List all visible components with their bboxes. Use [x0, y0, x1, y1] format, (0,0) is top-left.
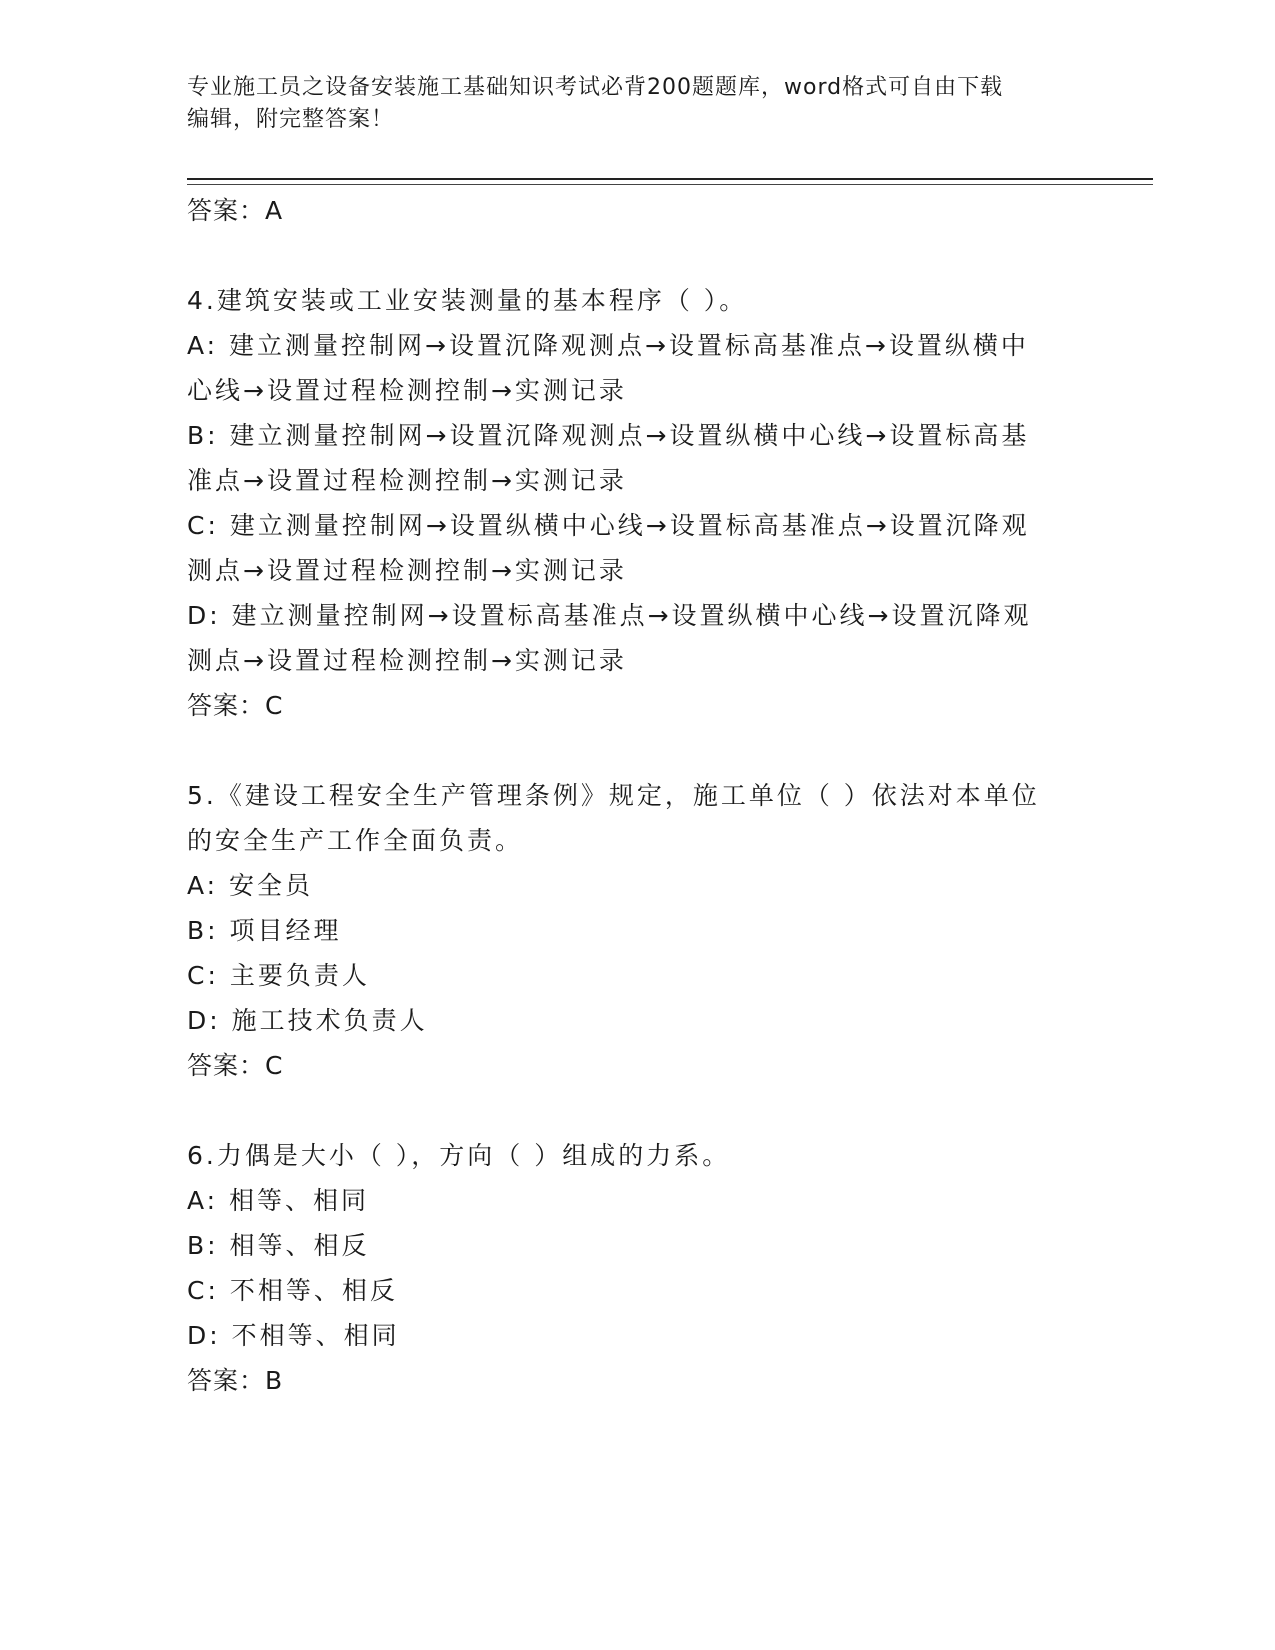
question-6-option-a: A: 相等、相同 [187, 1186, 370, 1215]
question-6-option-b: B: 相等、相反 [187, 1231, 370, 1260]
header-title-line1: 专业施工员之设备安装施工基础知识考试必背200题题库，word格式可自由下载 [187, 75, 1004, 100]
question-4-option-b-line1: B: 建立测量控制网→设置沉降观测点→设置纵横中心线→设置标高基 [187, 421, 1030, 450]
question-6-option-c: C: 不相等、相反 [187, 1276, 398, 1305]
question-4-option-d-line1: D: 建立测量控制网→设置标高基准点→设置纵横中心线→设置沉降观 [187, 601, 1032, 630]
question-4-option-a-line2: 心线→设置过程检测控制→实测记录 [187, 376, 627, 405]
question-5-option-d: D: 施工技术负责人 [187, 1006, 428, 1035]
question-6 [187, 1133, 1087, 1403]
spacer [187, 1088, 1087, 1133]
header-title-line2: 编辑，附完整答案！ [187, 107, 395, 132]
question-4-option-c-line1: C: 建立测量控制网→设置纵横中心线→设置标高基准点→设置沉降观 [187, 511, 1030, 540]
question-5-stem-line2: 的安全生产工作全面负责。 [187, 826, 524, 855]
question-5-option-b: B: 项目经理 [187, 916, 342, 945]
question-6-answer: 答案：B [187, 1366, 284, 1395]
question-5-option-c: C: 主要负责人 [187, 961, 370, 990]
header-divider-thick [187, 178, 1153, 180]
question-6-stem: 6.力偶是大小（ ），方向（ ）组成的力系。 [187, 1141, 731, 1170]
question-4-option-d-line2: 测点→设置过程检测控制→实测记录 [187, 646, 627, 675]
question-4 [187, 278, 1087, 728]
document-header [187, 72, 1067, 136]
spacer [187, 728, 1087, 773]
question-4-option-a-line1: A: 建立测量控制网→设置沉降观测点→设置标高基准点→设置纵横中 [187, 331, 1029, 360]
question-6-option-d: D: 不相等、相同 [187, 1321, 400, 1350]
question-4-option-b-line2: 准点→设置过程检测控制→实测记录 [187, 466, 627, 495]
question-4-stem: 4.建筑安装或工业安装测量的基本程序（ ）。 [187, 286, 748, 315]
answer-prev: 答案：A [187, 196, 284, 225]
header-divider-thin [187, 184, 1153, 185]
question-5 [187, 773, 1087, 1088]
question-5-option-a: A: 安全员 [187, 871, 314, 900]
question-4-answer: 答案：C [187, 691, 284, 720]
question-4-option-c-line2: 测点→设置过程检测控制→实测记录 [187, 556, 627, 585]
question-content [187, 188, 1087, 1403]
question-5-stem-line1: 5.《建设工程安全生产管理条例》规定，施工单位（ ）依法对本单位 [187, 781, 1040, 810]
spacer [187, 233, 1087, 278]
question-5-answer: 答案：C [187, 1051, 284, 1080]
